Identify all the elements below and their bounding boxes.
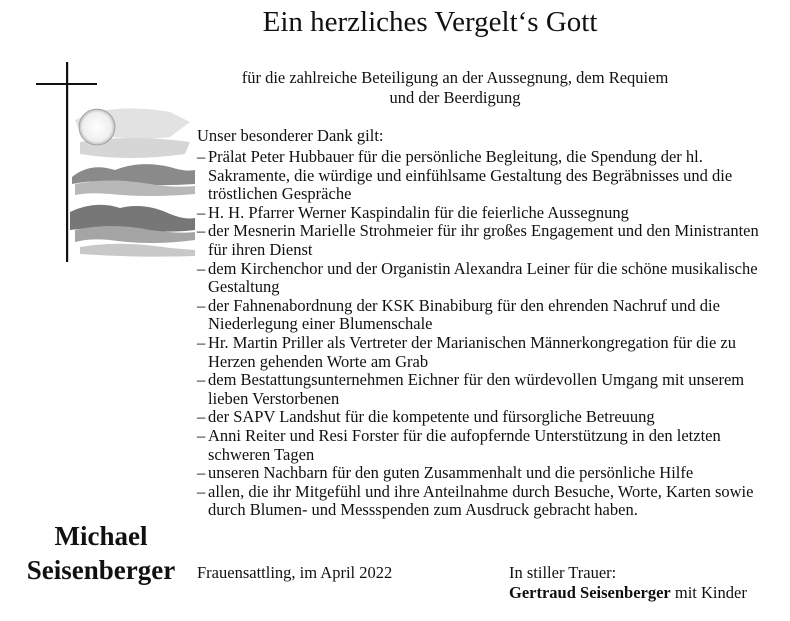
intro-line-1: für die zahlreiche Beteiligung an der Aussegnung, dem Requiem [241,68,669,87]
intro-text [195,68,715,108]
thanks-list [197,148,777,520]
mourners-suffix: mit Kinder [670,583,747,602]
list-item: – dem Kirchenchor und der Organistin Alexandra Leiner für die schöne musikalische Gestaltung [197,260,777,297]
list-item: – Anni Reiter und Resi Forster für die aufopfernde Unterstützung in den letzten schweren Tagen [197,427,777,464]
cross-landscape-illustration [20,62,200,262]
deceased-name [12,519,190,587]
place-date: Frauensattling, im April 2022 [197,563,393,582]
mourners-line [509,583,747,603]
thanks-heading: Unser besonderer Dank gilt: [197,126,384,145]
list-item: – Prälat Peter Hubbauer für die persönliche Begleitung, die Spendung der hl. Sakramente, die würdige und einfühlsame Gestaltung des Begräbnisses und die tröstlichen Gespräche [197,148,777,204]
list-item: – unseren Nachbarn für den guten Zusammenhalt und die persönliche Hilfe [197,464,777,483]
mourners-name: Gertraud Seisenberger [509,583,671,602]
list-item: – der SAPV Landshut für die kompetente und fürsorgliche Betreuung [197,408,777,427]
deceased-last-name: Seisenberger [26,555,176,585]
list-item: – allen, die ihr Mitgefühl und ihre Anteilnahme durch Besuche, Worte, Karten sowie durch Blumen- und Messspenden zum Ausdruck gebracht haben. [197,483,777,520]
mourners-label: In stiller Trauer: [509,563,617,582]
list-item: – H. H. Pfarrer Werner Kaspindalin für die feierliche Aussegnung [197,204,777,223]
list-item: – der Fahnenabordnung der KSK Binabiburg für den ehrenden Nachruf und die Niederlegung einer Blumenschale [197,297,777,334]
list-item: – dem Bestattungsunternehmen Eichner für den würdevollen Umgang mit unserem lieben Verstorbenen [197,371,777,408]
list-item: – Hr. Martin Priller als Vertreter der Marianischen Männerkongregation für die zu Herzen gehenden Worte am Grab [197,334,777,371]
deceased-first-name: Michael [54,521,148,551]
mourners-block [509,563,747,603]
list-item: – der Mesnerin Marielle Strohmeier für ihr großes Engagement und den Ministranten für ihren Dienst [197,222,777,259]
page-title: Ein herzliches Vergelt‘s Gott [262,6,598,38]
intro-line-2: und der Beerdigung [389,88,521,107]
